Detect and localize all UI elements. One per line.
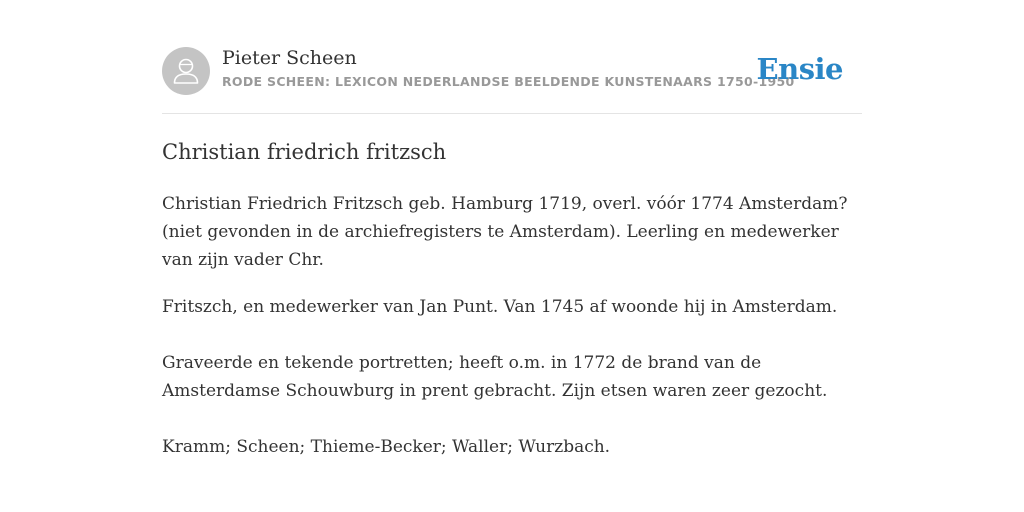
article-card	[162, 46, 862, 457]
source-title[interactable]: RODE SCHEEN: LEXICON NEDERLANDSE BEELDENDE KUNSTENAARS 1750-1950	[222, 74, 795, 89]
header-divider	[162, 113, 862, 114]
article-references: Kramm; Scheen; Thieme-Becker; Waller; Wurzbach.	[162, 437, 611, 457]
article-title: Christian friedrich fritzsch	[162, 140, 447, 164]
article-header	[162, 46, 862, 96]
ensie-logo[interactable]: Ensie	[756, 52, 843, 86]
article-paragraph: Christian Friedrich Fritzsch geb. Hamburg 1719, overl. vóór 1774 Amsterdam? (niet gevonden in de archiefregisters te Amsterdam). Leerling en medewerker van zijn vader Chr.	[162, 194, 848, 270]
user-icon	[162, 47, 210, 95]
author-avatar[interactable]	[162, 47, 210, 95]
article-paragraph: Fritszch, en medewerker van Jan Punt. Van 1745 af woonde hij in Amsterdam.	[162, 297, 838, 317]
author-name[interactable]: Pieter Scheen	[222, 47, 357, 69]
article-paragraph: Graveerde en tekende portretten; heeft o.m. in 1772 de brand van de Amsterdamse Schouwburg in prent gebracht. Zijn etsen waren zeer gezocht.	[162, 353, 828, 401]
